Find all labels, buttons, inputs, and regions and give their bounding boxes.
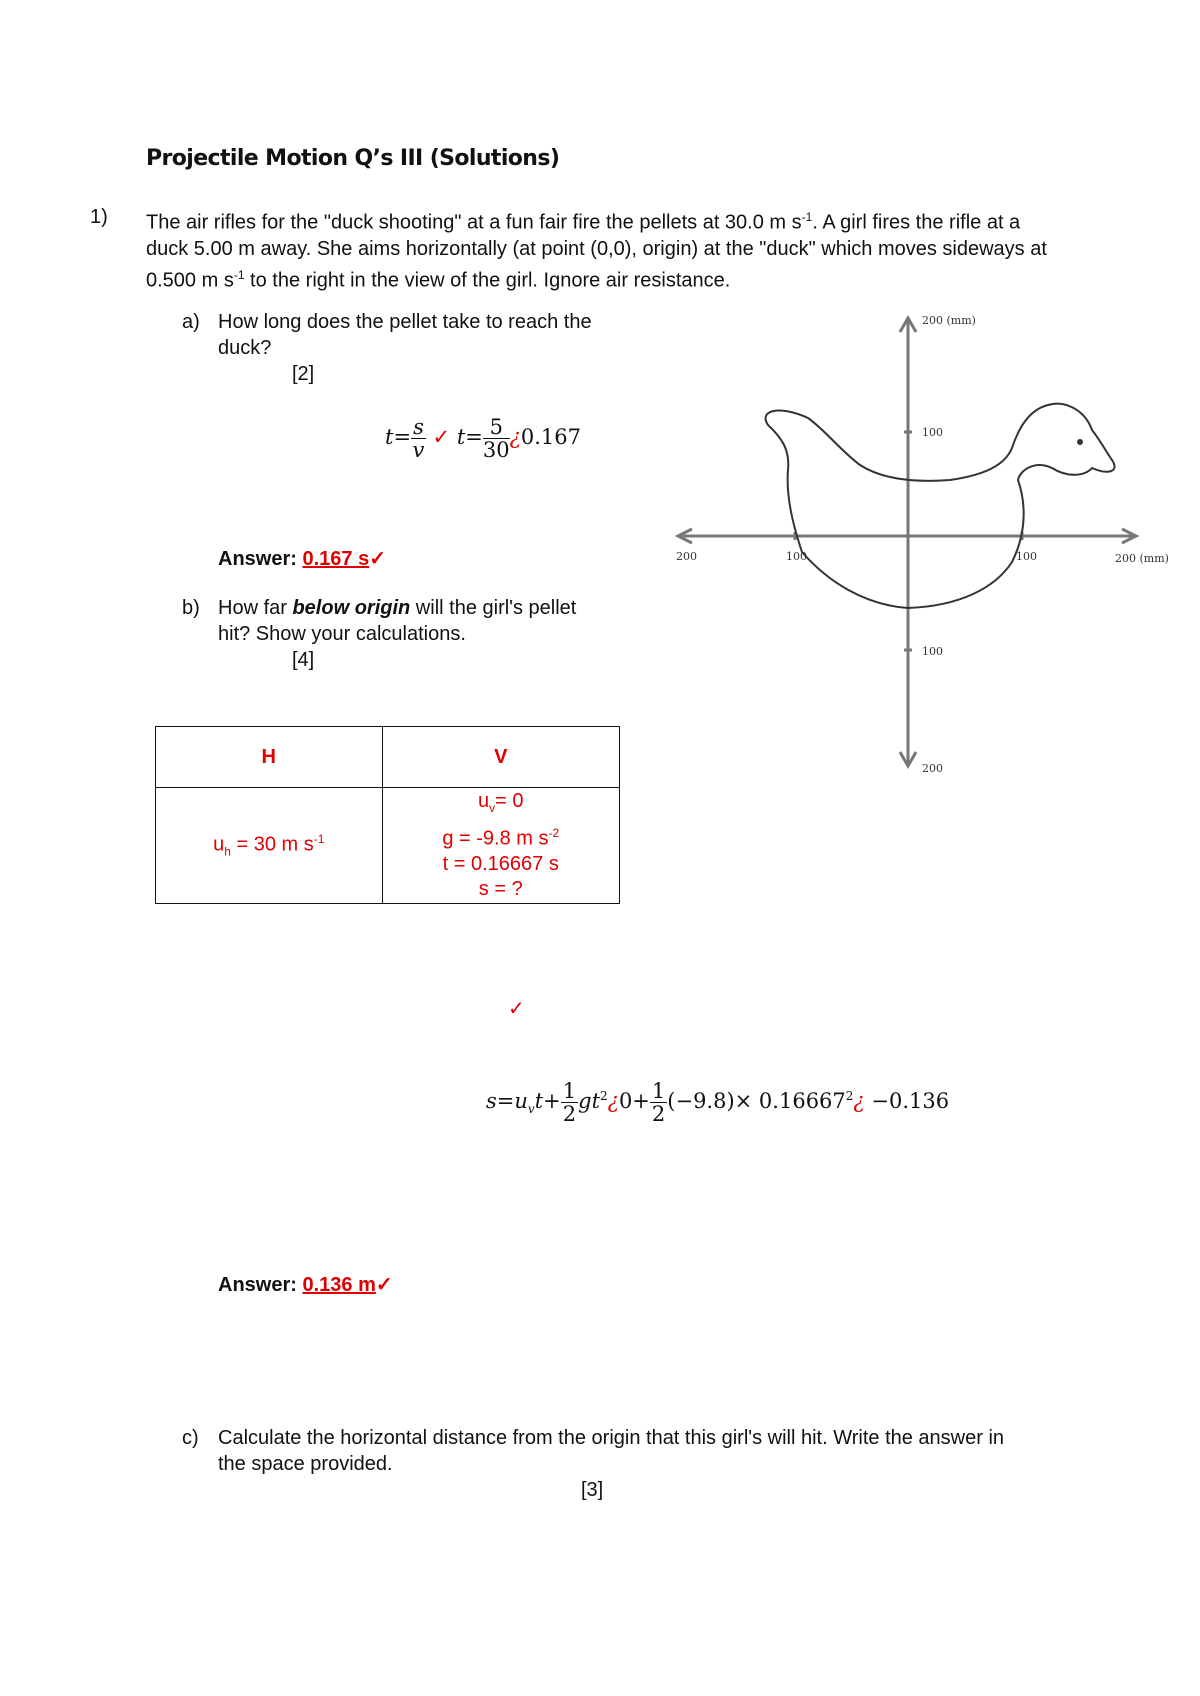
part-c-marks: [3] — [581, 1479, 604, 1501]
part-c-question: Calculate the horizontal distance from the origin that this girl's will hit. Write the answer in the space provided. — [218, 1427, 1005, 1475]
y-bottom-label: 200 — [922, 762, 943, 775]
table-cell-horizontal: $u_h = 30$ m $s^{-1}$ — [156, 788, 383, 904]
part-b-label: b) — [182, 597, 200, 619]
y-top-label: 200 (mm) — [922, 314, 976, 327]
part-c-label: c) — [182, 1427, 199, 1449]
y-100-up-label: 100 — [922, 426, 943, 439]
question-text: The air rifles for the "duck shooting" at a fun fair fire the pellets at 30.0 m $s^{-1}$. A girl fires the rifle at a duck 5.00 m away. She aims horizontally (at point (0,0), origin) at the "duck" which moves sideways at 0.500 m $s^{-1}$ to the right in the view of the girl. Ignore air resistance. — [146, 210, 1047, 292]
x-100-left-label: 100 — [786, 550, 807, 563]
x-right-label: 200 (mm) — [1115, 552, 1169, 565]
part-b-tick: ✓ — [508, 998, 525, 1020]
y-100-down-label: 100 — [922, 645, 943, 658]
x-100-right-label: 100 — [1016, 550, 1037, 563]
part-a-equation: t= $\frac{s}{v}$ ✓ t= $\frac{5}{30}$ ¿0.167 — [385, 415, 582, 462]
x-left-label: 200 — [676, 550, 697, 563]
question-number: 1) — [90, 206, 108, 228]
duck-eye — [1077, 439, 1083, 445]
table-header-v: V — [382, 727, 619, 788]
axes — [678, 318, 1136, 766]
part-b-answer: Answer: 0.136 m✓ — [218, 1274, 393, 1296]
part-a-marks: [2] — [292, 363, 315, 385]
page-title: Projectile Motion Q’s III (Solutions) — [146, 146, 560, 171]
part-a-label: a) — [182, 311, 200, 333]
part-a-answer: Answer: 0.167 s✓ — [218, 548, 386, 570]
part-a-question: How long does the pellet take to reach the duck? — [218, 311, 592, 359]
duck-diagram — [660, 300, 1180, 780]
hv-table — [155, 726, 620, 904]
part-b-question: How far below origin will the girl's pellet hit? Show your calculations. — [218, 597, 577, 645]
table-cell-vertical: $u_v= 0$ g = -9.8 m $s^{-2}$ t = 0.16667 s s = ? — [382, 788, 619, 904]
table-header-h: H — [156, 727, 383, 788]
part-b-equation: $s=u_vt+$ $\frac{1}{2}$ $gt^2¿0+$ $\frac{1}{2}$ $(-9.8)\times 0.16667^2¿ -0.136$ — [486, 1079, 950, 1126]
part-b-marks: [4] — [292, 649, 315, 671]
